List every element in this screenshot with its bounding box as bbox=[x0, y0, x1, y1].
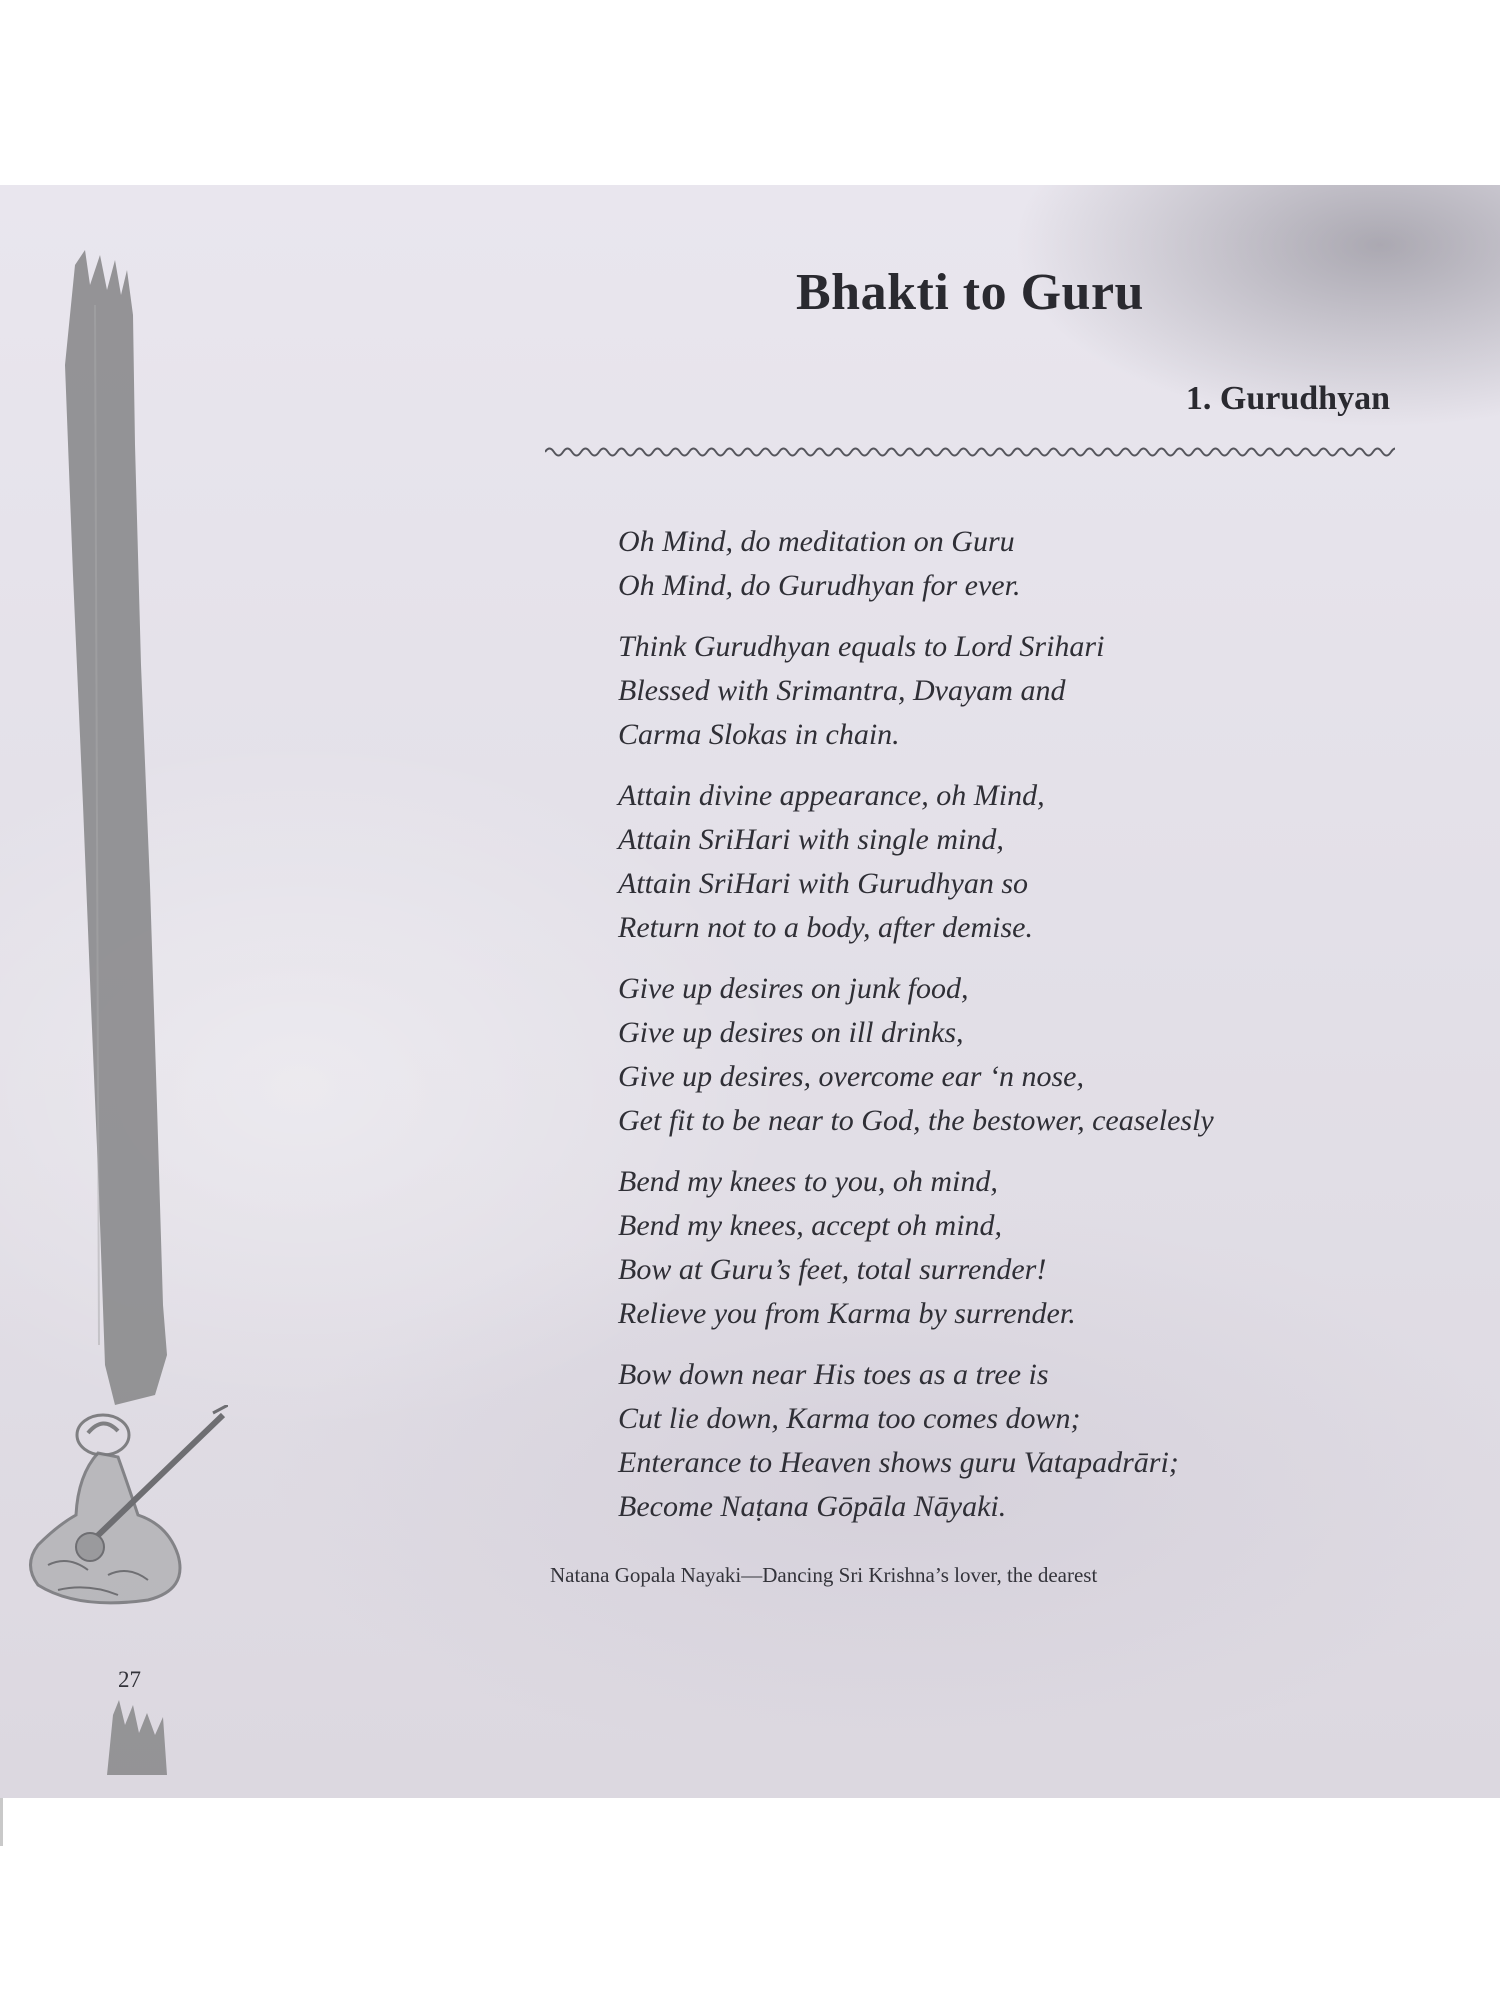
poem-stanza bbox=[618, 967, 1418, 1143]
wavy-divider-icon bbox=[545, 442, 1395, 462]
page-number: 27 bbox=[118, 1667, 141, 1692]
poem-line: Give up desires, overcome ear ‘n nose, bbox=[618, 1060, 1084, 1093]
veena-player-sketch-icon bbox=[18, 1405, 228, 1615]
poem-stanza bbox=[618, 1160, 1418, 1336]
poem-line: Bend my knees to you, oh mind, bbox=[618, 1165, 998, 1198]
poem-line: Relieve you from Karma by surrender. bbox=[618, 1297, 1076, 1330]
poem-line: Blessed with Srimantra, Dvayam and bbox=[618, 674, 1066, 707]
poem-line: Oh Mind, do Gurudhyan for ever. bbox=[618, 569, 1021, 602]
poem-line: Give up desires on junk food, bbox=[618, 972, 969, 1005]
poem-line: Cut lie down, Karma too comes down; bbox=[618, 1402, 1081, 1435]
scanned-page bbox=[0, 185, 1500, 1798]
poem-stanza bbox=[618, 625, 1418, 757]
poem-line: Give up desires on ill drinks, bbox=[618, 1016, 964, 1049]
poem-stanza bbox=[618, 774, 1418, 950]
poem-line: Bow down near His toes as a tree is bbox=[618, 1358, 1049, 1391]
poem-line: Become Naṭana Gōpāla Nāyaki. bbox=[618, 1490, 1007, 1523]
poem-line: Oh Mind, do meditation on Guru bbox=[618, 525, 1015, 558]
poem-line: Attain SriHari with single mind, bbox=[618, 823, 1004, 856]
poem-line: Attain SriHari with Gurudhyan so bbox=[618, 867, 1029, 900]
page-title: Bhakti to Guru bbox=[796, 264, 1144, 321]
poem-line: Bend my knees, accept oh mind, bbox=[618, 1209, 1003, 1242]
poem-line: Think Gurudhyan equals to Lord Srihari bbox=[618, 630, 1105, 663]
poem-line: Bow at Guru’s feet, total surrender! bbox=[618, 1253, 1047, 1286]
poem-stanza bbox=[618, 1353, 1418, 1529]
footnote: Natana Gopala Nayaki—Dancing Sri Krishna’s lover, the dearest bbox=[550, 1563, 1098, 1587]
poem-stanza bbox=[618, 520, 1418, 608]
poem-line: Return not to a body, after demise. bbox=[618, 911, 1033, 944]
poem-line: Carma Slokas in chain. bbox=[618, 718, 900, 751]
poem-line: Enterance to Heaven shows guru Vatapadrāri; bbox=[618, 1446, 1179, 1479]
poem-line: Attain divine appearance, oh Mind, bbox=[618, 779, 1045, 812]
poem-line: Get fit to be near to God, the bestower, ceaselesly bbox=[618, 1104, 1214, 1137]
section-heading: 1. Gurudhyan bbox=[1185, 380, 1390, 417]
poem bbox=[618, 520, 1418, 1546]
page-edge-mark bbox=[0, 1798, 3, 1846]
